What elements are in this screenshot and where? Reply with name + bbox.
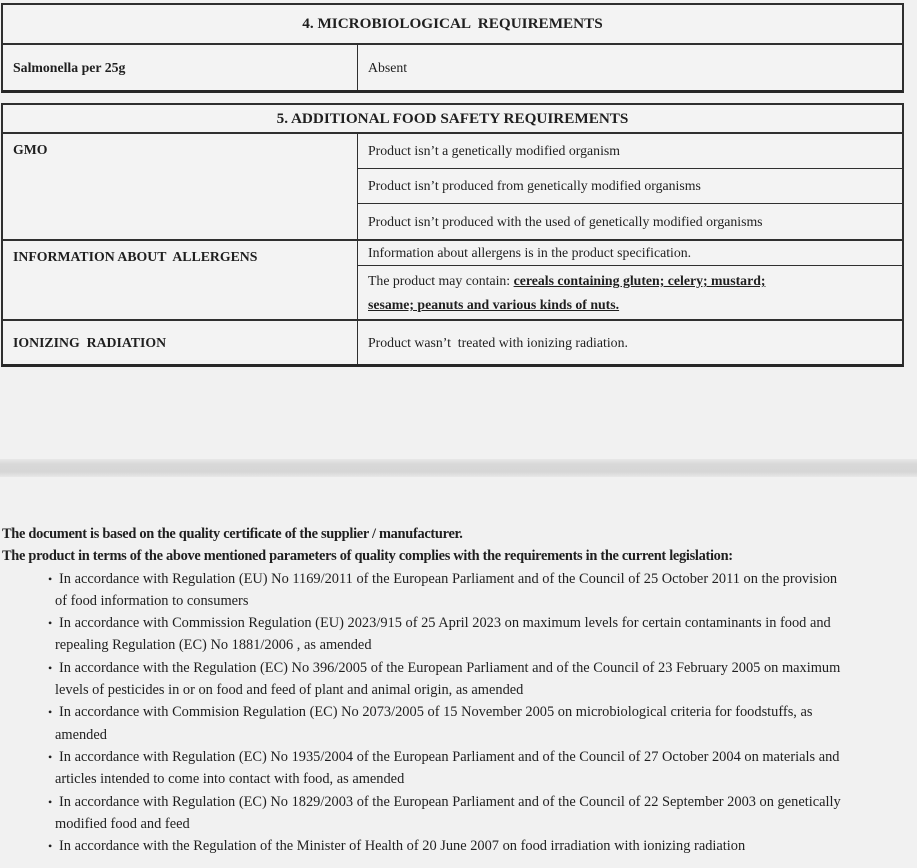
radiation-statement: Product wasn’t treated with ionizing radiation. (368, 334, 628, 350)
bullet-icon: • (48, 571, 53, 586)
bullet-icon: • (48, 839, 53, 854)
bullet-text: modified food and feed (55, 815, 190, 832)
table-row-radiation (3, 321, 902, 364)
gmo-statement: Product isn’t a genetically modified organism (358, 134, 902, 169)
bullet-text: In accordance with Commision Regulation (EC) No 2073/2005 of 15 November 2005 on microbiological criteria for foodstuffs, as (59, 704, 813, 721)
allergens-label: INFORMATION ABOUT ALLERGENS (3, 241, 358, 319)
microbiological-requirements-table (1, 3, 904, 93)
regulation-bullet (2, 746, 910, 791)
regulation-bullet (2, 568, 910, 613)
bullet-text: articles intended to come into contact with food, as amended (55, 771, 405, 788)
parameter-label: Salmonella per 25g (3, 45, 358, 90)
parameter-value: Absent (368, 59, 408, 75)
allergens-prefix: The product may contain: (368, 273, 514, 288)
bullet-text: of food information to consumers (55, 592, 249, 609)
regulation-bullet (2, 612, 910, 657)
radiation-label: IONIZING RADIATION (3, 321, 358, 364)
bullet-text: amended (55, 726, 107, 743)
table-row-gmo (3, 134, 902, 241)
legal-compliance-text (2, 523, 910, 857)
section-4-header: 4. MICROBIOLOGICAL REQUIREMENTS (3, 5, 902, 45)
page-break-separator (0, 459, 917, 477)
regulation-bullet (2, 657, 910, 702)
allergens-may-contain (358, 266, 902, 319)
footer-intro-line: The document is based on the quality certificate of the supplier / manufacturer. (2, 526, 463, 542)
bullet-text: In accordance with Commission Regulation (EU) 2023/915 of 25 April 2023 on maximum levels for certain contaminants in food and (59, 615, 831, 632)
regulation-bullet (2, 835, 910, 857)
section-5-header: 5. ADDITIONAL FOOD SAFETY REQUIREMENTS (3, 105, 902, 134)
bullet-icon: • (48, 749, 53, 764)
regulation-bullet (2, 791, 910, 836)
bullet-icon: • (48, 616, 53, 631)
footer-intro-line: The product in terms of the above mentioned parameters of quality complies with the requirements in the current legislation: (2, 548, 733, 565)
allergens-statement: Information about allergens is in the product specification. (358, 241, 902, 266)
table-row-allergens (3, 241, 902, 321)
gmo-statement: Product isn’t produced from genetically modified organisms (358, 169, 902, 204)
bullet-icon: • (48, 794, 53, 809)
bullet-text: In accordance with Regulation (EC) No 1829/2003 of the European Parliament and of the Council of 22 September 2003 on genetically (59, 793, 841, 810)
food-safety-requirements-table (1, 103, 904, 367)
regulation-bullet (2, 701, 910, 746)
bullet-icon: • (48, 705, 53, 720)
bullet-text: In accordance with Regulation (EC) No 1935/2004 of the European Parliament and of the Council of 27 October 2004 on materials and (59, 748, 840, 765)
bullet-text: repealing Regulation (EC) No 1881/2006 , as amended (55, 637, 372, 654)
table-row (3, 45, 902, 90)
gmo-label: GMO (3, 134, 358, 239)
allergens-list-line2: sesame; peanuts and various kinds of nuts. (368, 297, 620, 312)
bullet-text: In accordance with the Regulation of the Minister of Health of 20 June 2007 on food irradiation with ionizing radiation (59, 838, 746, 855)
bullet-icon: • (48, 660, 53, 675)
gmo-statement: Product isn’t produced with the used of genetically modified organisms (368, 213, 763, 229)
bullet-text: levels of pesticides in or on food and feed of plant and animal origin, as amended (55, 682, 524, 699)
allergens-list-line1: cereals containing gluten; celery; mustard; (513, 273, 766, 288)
bullet-text: In accordance with Regulation (EU) No 1169/2011 of the European Parliament and of the Council of 25 October 2011 on the provision (59, 570, 838, 587)
bullet-text: In accordance with the Regulation (EC) No 396/2005 of the European Parliament and of the Council of 23 February 2005 on maximum (59, 659, 841, 676)
